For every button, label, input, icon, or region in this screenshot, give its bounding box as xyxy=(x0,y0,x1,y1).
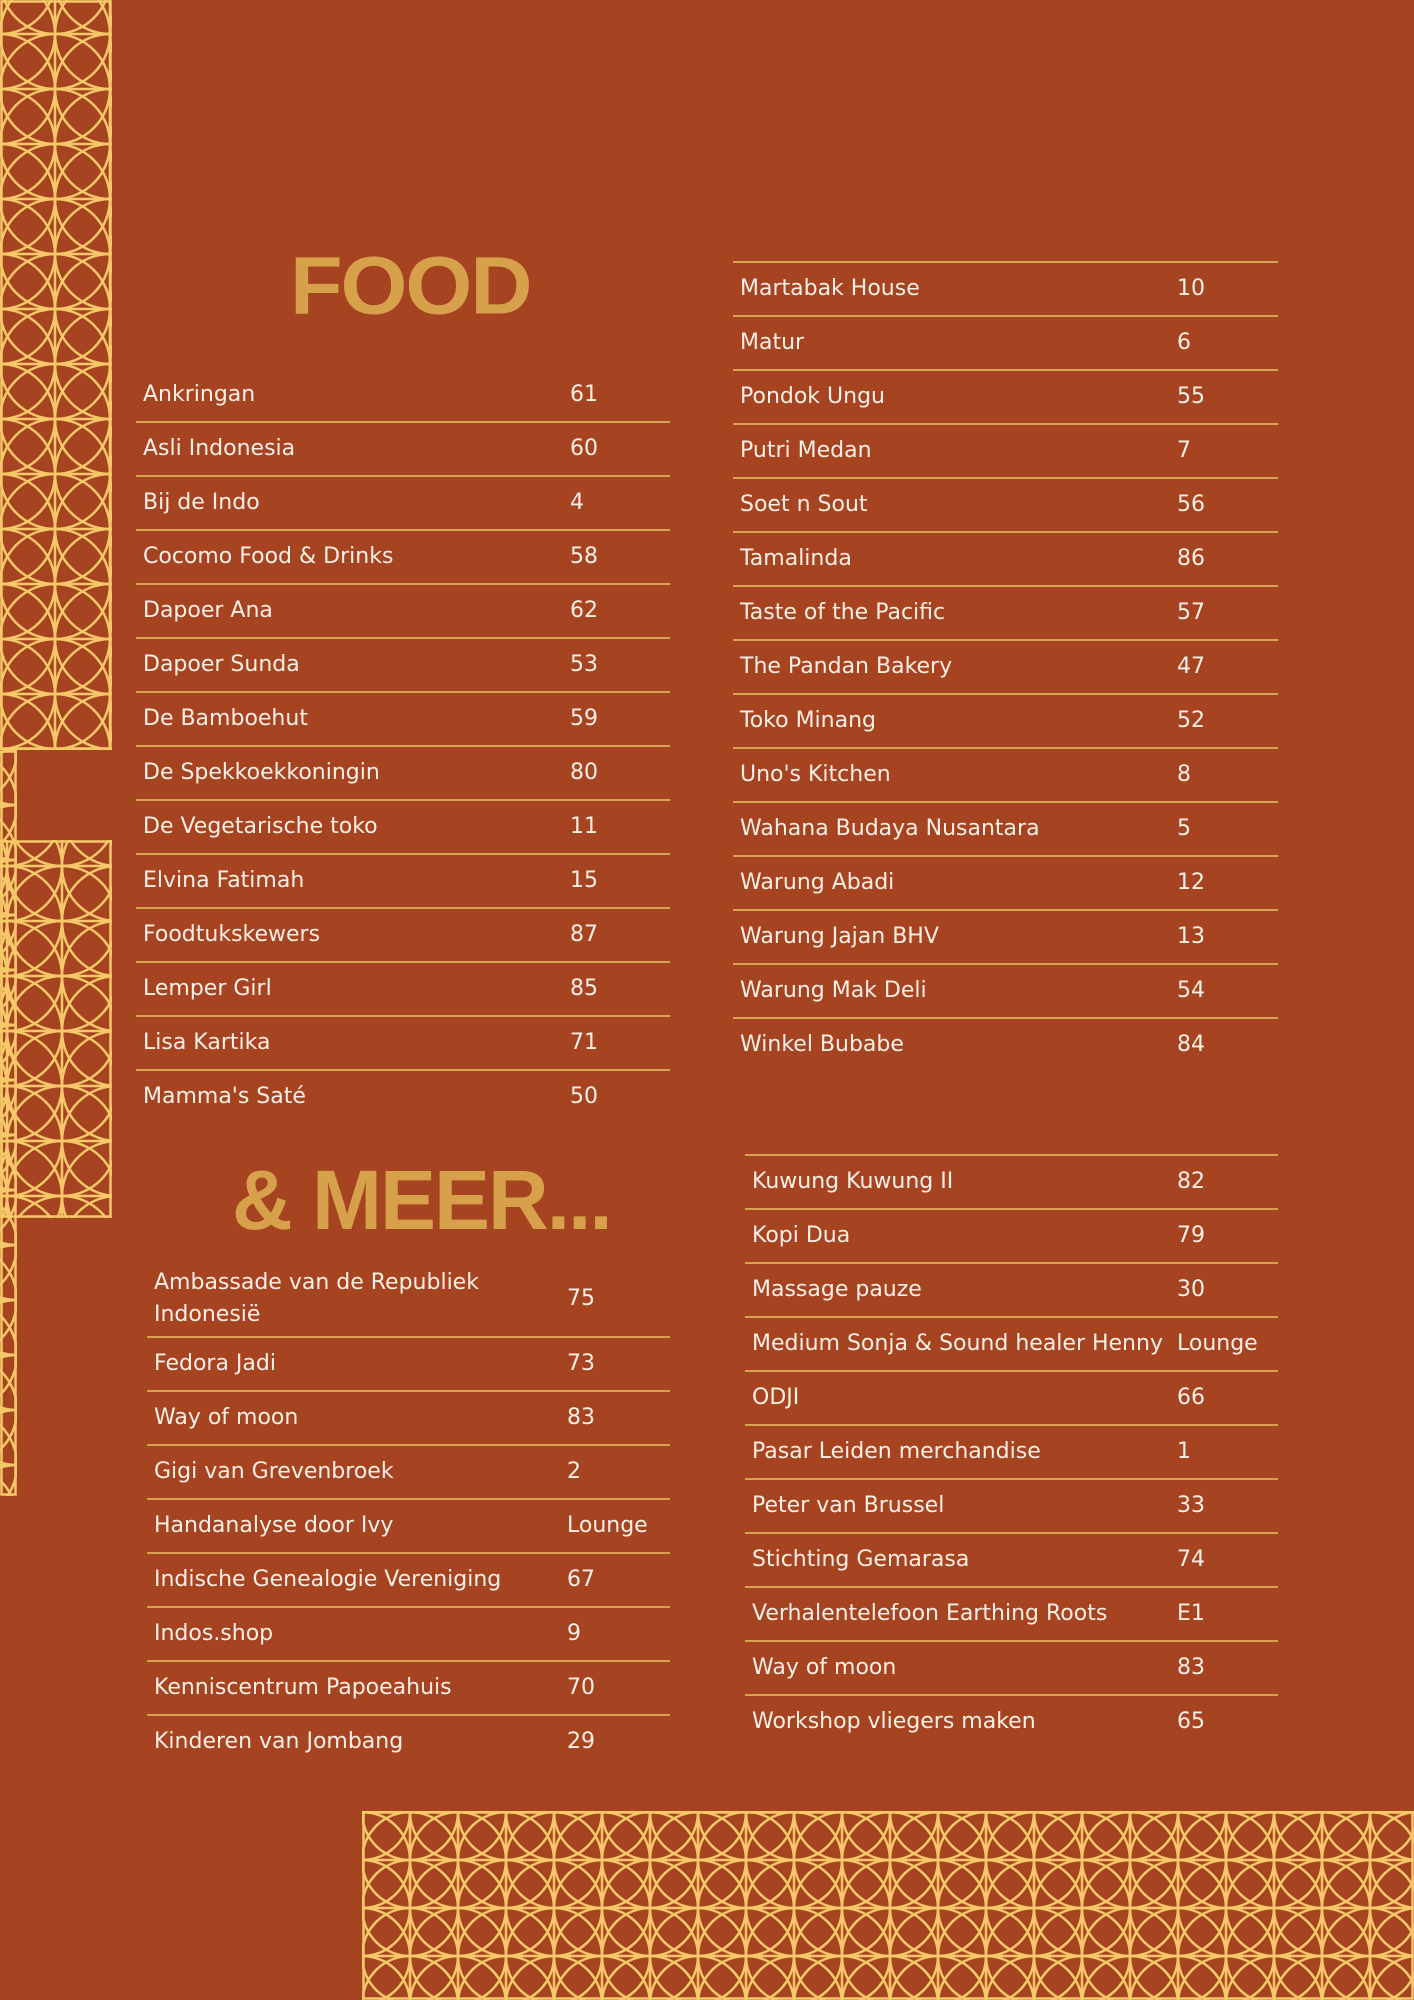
stand-number: 86 xyxy=(1177,546,1205,571)
stand-name: Lemper Girl xyxy=(143,976,272,1001)
stand-number: 84 xyxy=(1177,1032,1205,1057)
stand-number: 53 xyxy=(570,652,598,677)
stand-name: Kuwung Kuwung II xyxy=(752,1169,954,1194)
stand-number: 80 xyxy=(570,760,598,785)
stand-name: Toko Minang xyxy=(740,708,876,733)
stand-number: 15 xyxy=(570,868,598,893)
table-row xyxy=(136,692,670,746)
table-row xyxy=(136,422,670,476)
food-table-right xyxy=(733,261,1278,1071)
stand-name: Kinderen van Jombang xyxy=(154,1729,404,1754)
stand-number: 10 xyxy=(1177,276,1205,301)
kawung-pattern-bottom xyxy=(362,1811,1414,2000)
table-row xyxy=(733,316,1278,370)
stand-name: Taste of the Pacific xyxy=(740,600,946,625)
kawung-pattern-left-middle xyxy=(0,840,112,1218)
stand-name: Stichting Gemarasa xyxy=(752,1547,970,1572)
table-row xyxy=(733,910,1278,964)
stand-name: Pondok Ungu xyxy=(740,384,885,409)
table-row xyxy=(147,1553,670,1607)
stand-number: E1 xyxy=(1177,1601,1205,1626)
table-row xyxy=(733,640,1278,694)
stand-name: Martabak House xyxy=(740,276,920,301)
stand-name: Gigi van Grevenbroek xyxy=(154,1459,394,1484)
table-row xyxy=(136,1070,670,1123)
stand-name: Fedora Jadi xyxy=(154,1351,276,1376)
table-row xyxy=(147,1337,670,1391)
table-row xyxy=(136,962,670,1016)
table-row xyxy=(147,1499,670,1553)
stand-number: 52 xyxy=(1177,708,1205,733)
stand-name: Warung Mak Deli xyxy=(740,978,927,1003)
stand-number: 12 xyxy=(1177,870,1205,895)
stand-number: 71 xyxy=(570,1030,598,1055)
table-row xyxy=(733,424,1278,478)
stand-number: Lounge xyxy=(567,1513,648,1538)
table-row xyxy=(745,1425,1278,1479)
table-row xyxy=(733,694,1278,748)
stand-name: Way of moon xyxy=(752,1655,897,1680)
stand-number: 75 xyxy=(567,1286,595,1311)
stand-number: 55 xyxy=(1177,384,1205,409)
table-row xyxy=(136,369,670,422)
stand-number: 62 xyxy=(570,598,598,623)
stand-name: Foodtukskewers xyxy=(143,922,321,947)
table-row xyxy=(136,854,670,908)
table-row xyxy=(733,802,1278,856)
meer-table-left xyxy=(147,1262,670,1768)
table-row xyxy=(147,1607,670,1661)
table-row xyxy=(733,748,1278,802)
stand-name: Asli Indonesia xyxy=(143,436,296,461)
stand-number: 4 xyxy=(570,490,584,515)
stand-name: Handanalyse door Ivy xyxy=(154,1513,394,1538)
stand-name: Workshop vliegers maken xyxy=(752,1709,1036,1734)
table-row xyxy=(745,1317,1278,1371)
stand-name: Matur xyxy=(740,330,805,355)
stand-name: Tamalinda xyxy=(740,546,852,571)
stand-name: Bij de Indo xyxy=(143,490,260,515)
meer-table-right xyxy=(745,1154,1278,1748)
stand-number: 79 xyxy=(1177,1223,1205,1248)
kawung-pattern-left-top xyxy=(0,0,112,750)
stand-number: 82 xyxy=(1177,1169,1205,1194)
stand-name: Elvina Fatimah xyxy=(143,868,305,893)
stand-number: 6 xyxy=(1177,330,1191,355)
stand-name: Soet n Sout xyxy=(740,492,868,517)
table-row xyxy=(136,476,670,530)
stand-name: Indische Genealogie Vereniging xyxy=(154,1567,502,1592)
food-table-left xyxy=(136,369,670,1123)
stand-name: Peter van Brussel xyxy=(752,1493,945,1518)
table-row xyxy=(136,638,670,692)
stand-name: Medium Sonja & Sound healer Henny xyxy=(752,1331,1163,1356)
stand-number: 73 xyxy=(567,1351,595,1376)
table-row xyxy=(733,586,1278,640)
table-row xyxy=(147,1445,670,1499)
stand-number: 70 xyxy=(567,1675,595,1700)
table-row xyxy=(745,1695,1278,1748)
stand-number: 83 xyxy=(1177,1655,1205,1680)
food-heading: FOOD xyxy=(290,240,531,332)
stand-name: Putri Medan xyxy=(740,438,872,463)
stand-number: 61 xyxy=(570,382,598,407)
stand-name: De Vegetarische toko xyxy=(143,814,378,839)
stand-number: 50 xyxy=(570,1084,598,1109)
stand-number: 54 xyxy=(1177,978,1205,1003)
stand-number: 58 xyxy=(570,544,598,569)
stand-name: De Bamboehut xyxy=(143,706,308,731)
stand-name: Kenniscentrum Papoeahuis xyxy=(154,1675,452,1700)
stand-number: 2 xyxy=(567,1459,581,1484)
stand-name: Mamma's Saté xyxy=(143,1084,306,1109)
stand-number: 30 xyxy=(1177,1277,1205,1302)
table-row xyxy=(733,964,1278,1018)
stand-number: Lounge xyxy=(1177,1331,1258,1356)
stand-name: Dapoer Ana xyxy=(143,598,273,623)
table-row xyxy=(147,1262,670,1337)
stand-number: 65 xyxy=(1177,1709,1205,1734)
stand-name: Wahana Budaya Nusantara xyxy=(740,816,1040,841)
table-row xyxy=(136,530,670,584)
table-row xyxy=(733,1018,1278,1071)
table-row xyxy=(733,478,1278,532)
stand-number: 1 xyxy=(1177,1439,1191,1464)
table-row xyxy=(733,532,1278,586)
table-row xyxy=(136,800,670,854)
table-row xyxy=(136,584,670,638)
stand-number: 7 xyxy=(1177,438,1191,463)
table-row xyxy=(733,370,1278,424)
table-row xyxy=(745,1479,1278,1533)
stand-name: ODJI xyxy=(752,1385,800,1410)
stand-number: 60 xyxy=(570,436,598,461)
stand-name: Massage pauze xyxy=(752,1277,922,1302)
stand-name: Ambassade van de Republiek Indonesië xyxy=(154,1270,479,1327)
stand-number: 56 xyxy=(1177,492,1205,517)
table-row xyxy=(136,908,670,962)
table-row xyxy=(147,1715,670,1768)
stand-number: 85 xyxy=(570,976,598,1001)
table-row xyxy=(733,262,1278,316)
table-row xyxy=(745,1641,1278,1695)
table-row xyxy=(733,856,1278,910)
stand-name: De Spekkoekkoningin xyxy=(143,760,380,785)
stand-name: Uno's Kitchen xyxy=(740,762,891,787)
table-row xyxy=(745,1263,1278,1317)
stand-number: 83 xyxy=(567,1405,595,1430)
stand-number: 11 xyxy=(570,814,598,839)
stand-name: Cocomo Food & Drinks xyxy=(143,544,394,569)
stand-number: 47 xyxy=(1177,654,1205,679)
stand-name: Warung Abadi xyxy=(740,870,895,895)
stand-number: 5 xyxy=(1177,816,1191,841)
stand-name: Winkel Bubabe xyxy=(740,1032,904,1057)
stand-number: 13 xyxy=(1177,924,1205,949)
table-row xyxy=(745,1371,1278,1425)
stand-number: 66 xyxy=(1177,1385,1205,1410)
stand-number: 67 xyxy=(567,1567,595,1592)
table-row xyxy=(136,746,670,800)
table-row xyxy=(147,1391,670,1445)
table-row xyxy=(147,1661,670,1715)
stand-number: 29 xyxy=(567,1729,595,1754)
stand-name: Lisa Kartika xyxy=(143,1030,271,1055)
meer-heading: & MEER... xyxy=(232,1153,611,1247)
stand-name: Pasar Leiden merchandise xyxy=(752,1439,1041,1464)
stand-number: 59 xyxy=(570,706,598,731)
table-row xyxy=(745,1209,1278,1263)
stand-number: 8 xyxy=(1177,762,1191,787)
stand-number: 87 xyxy=(570,922,598,947)
stand-number: 74 xyxy=(1177,1547,1205,1572)
stand-name: Kopi Dua xyxy=(752,1223,851,1248)
table-row xyxy=(745,1533,1278,1587)
stand-name: The Pandan Bakery xyxy=(740,654,953,679)
stand-number: 57 xyxy=(1177,600,1205,625)
table-row xyxy=(136,1016,670,1070)
stand-name: Ankringan xyxy=(143,382,256,407)
stand-name: Dapoer Sunda xyxy=(143,652,300,677)
stand-name: Way of moon xyxy=(154,1405,299,1430)
stand-name: Warung Jajan BHV xyxy=(740,924,939,949)
table-row xyxy=(745,1587,1278,1641)
stand-number: 33 xyxy=(1177,1493,1205,1518)
stand-name: Verhalentelefoon Earthing Roots xyxy=(752,1601,1108,1626)
stand-number: 9 xyxy=(567,1621,581,1646)
stand-name: Indos.shop xyxy=(154,1621,274,1646)
table-row xyxy=(745,1155,1278,1209)
